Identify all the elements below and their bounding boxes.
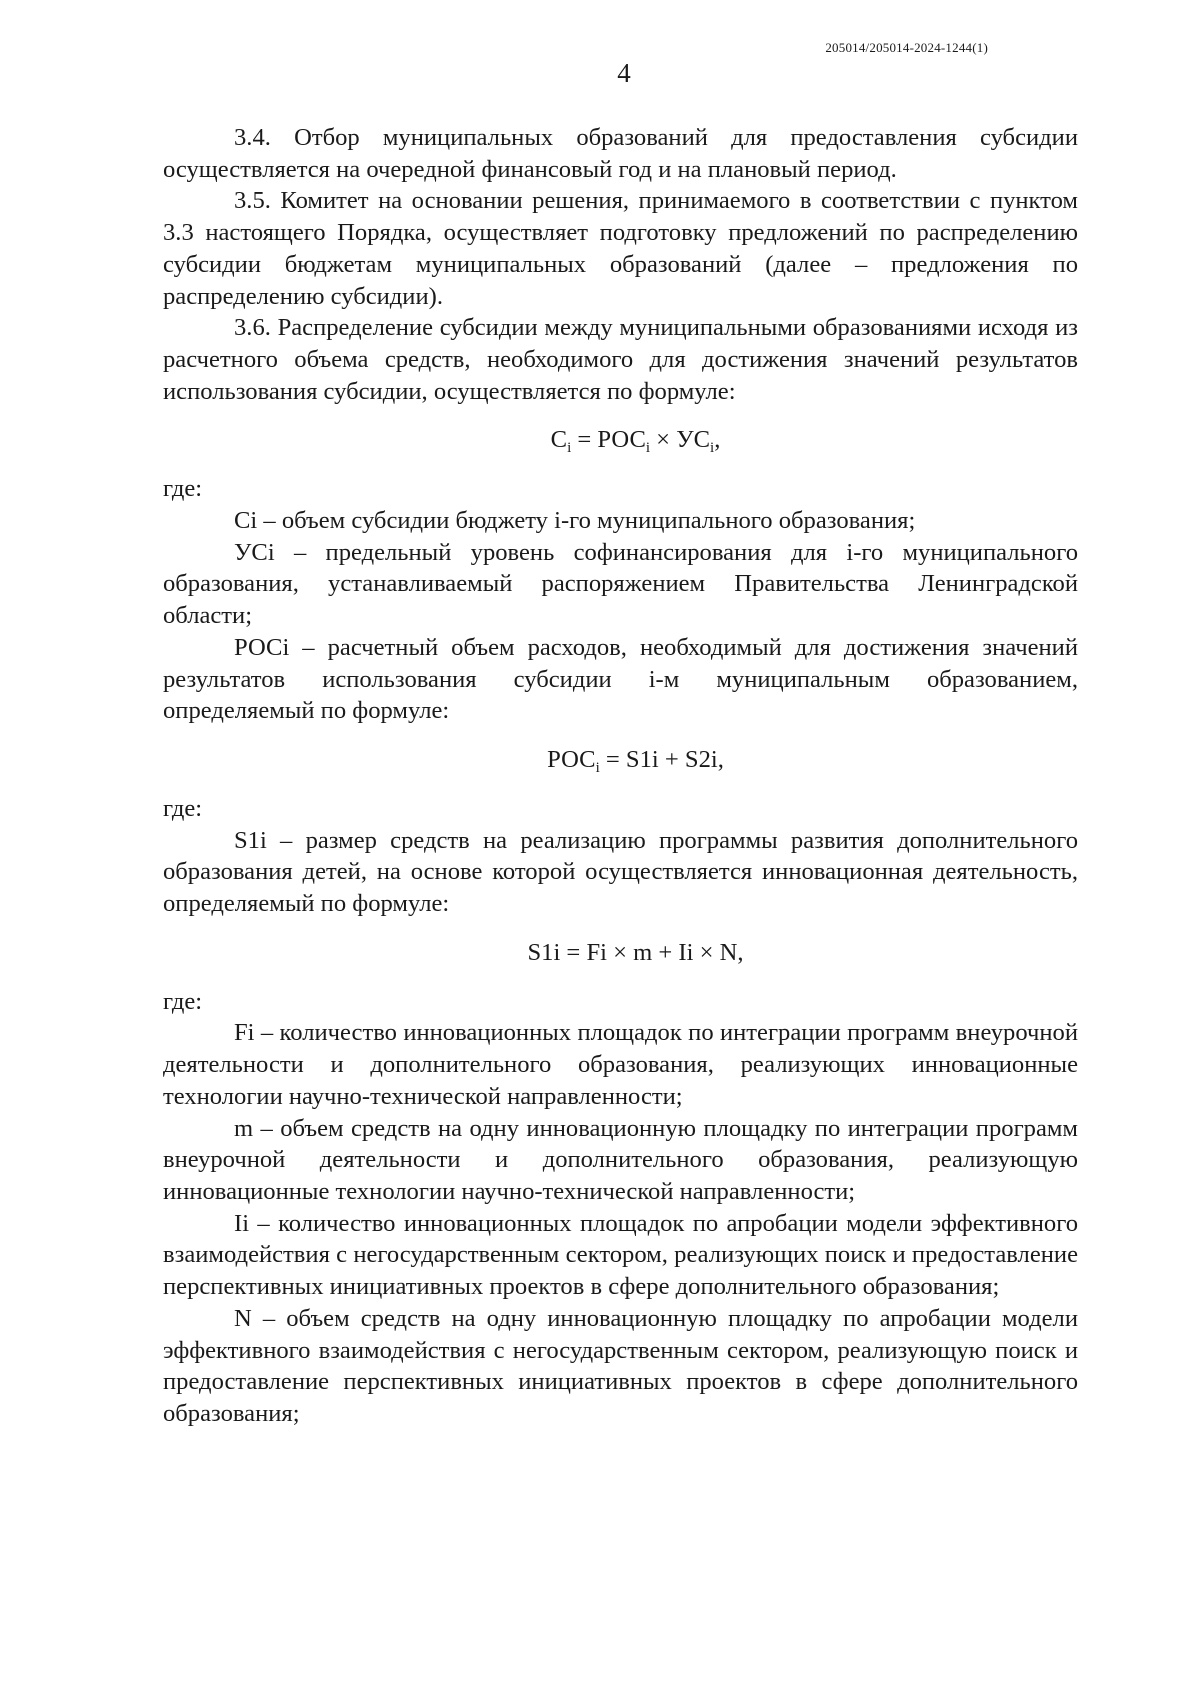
definition-s1i: S1i – размер средств на реализацию программы развития дополнительного образования детей, на основе которой осуществляется инновационная деятельность, определяемый по формуле: xyxy=(163,826,1078,918)
page-number: 4 xyxy=(617,58,631,88)
formula-ci-mid-sub: i xyxy=(645,440,651,457)
formula-ci-lhs: C xyxy=(550,426,568,454)
formula-ci-lhs-sub: i xyxy=(567,440,572,457)
paragraph-3-4: 3.4. Отбор муниципальных образований для предоставления субсидии осуществляется на очередной финансовый год и на плановый период. xyxy=(163,124,1078,183)
formula-roci-lhs-sub: i xyxy=(595,759,600,776)
formula-roci-rhs: = S1i + S2i, xyxy=(599,745,724,773)
definition-ci: Ci – объем субсидии бюджету i-го муниципального образования; xyxy=(234,507,916,535)
formula-ci-rhs-sub: i xyxy=(710,440,715,457)
formula-roci-lhs: РОС xyxy=(547,745,596,773)
where-label: где: xyxy=(163,987,203,1015)
paragraph-3-5: 3.5. Комитет на основании решения, принимаемого в соответствии с пунктом 3.3 настоящего Порядка, осуществляет подготовку предложений по распределению субсидии бюджетам муниципальных образований (далее – предложения по распределению субсидии). xyxy=(163,187,1078,310)
definition-m: m – объем средств на одну инновационную площадку по интеграции программ внеурочной деятельности и дополнительного образования, реализующую инновационные технологии научно-технической направленности; xyxy=(163,1114,1078,1205)
definition-fi: Fi – количество инновационных площадок по интеграции программ внеурочной деятельности и дополнительного образования, реализующих инновационные технологии научно-технической направленности; xyxy=(163,1019,1078,1110)
definition-n: N – объем средств на одну инновационную площадку по апробации модели эффективного взаимодействия с негосударственным сектором, реализующую поиск и предоставление перспективных инициативных проектов в сфере дополнительного образования; xyxy=(163,1304,1078,1427)
formula-ci xyxy=(163,407,1078,473)
where-label: где: xyxy=(163,794,203,822)
document-registration-number: 205014/205014-2024-1244(1) xyxy=(825,40,988,55)
formula-ci-tail: , xyxy=(714,426,721,454)
document-body xyxy=(163,122,1078,1430)
definition-ii: Ii – количество инновационных площадок по апробации модели эффективного взаимодействия с негосударственным сектором, реализующих поиск и предоставление перспективных инициативных проектов в сфере дополнительного образования; xyxy=(163,1209,1078,1301)
formula-ci-rhs: × УС xyxy=(650,426,711,454)
definition-usi: УСi – предельный уровень софинансирования для i-го муниципального образования, устанавливаемый распоряжением Правительства Ленинградской области; xyxy=(163,538,1078,630)
formula-roci xyxy=(163,727,1078,793)
where-label: где: xyxy=(163,475,203,503)
formula-s1i: S1i = Fi × m + Ii × N, xyxy=(527,938,744,966)
paragraph-3-6: 3.6. Распределение субсидии между муниципальными образованиями исходя из расчетного объема средств, необходимого для достижения значений результатов использования субсидии, осуществляется по формуле: xyxy=(163,314,1078,405)
definition-roci: РОСi – расчетный объем расходов, необходимый для достижения значений результатов использования субсидии i-м муниципальным образованием, определяемый по формуле: xyxy=(163,633,1078,725)
formula-ci-mid: = РОС xyxy=(571,426,646,454)
